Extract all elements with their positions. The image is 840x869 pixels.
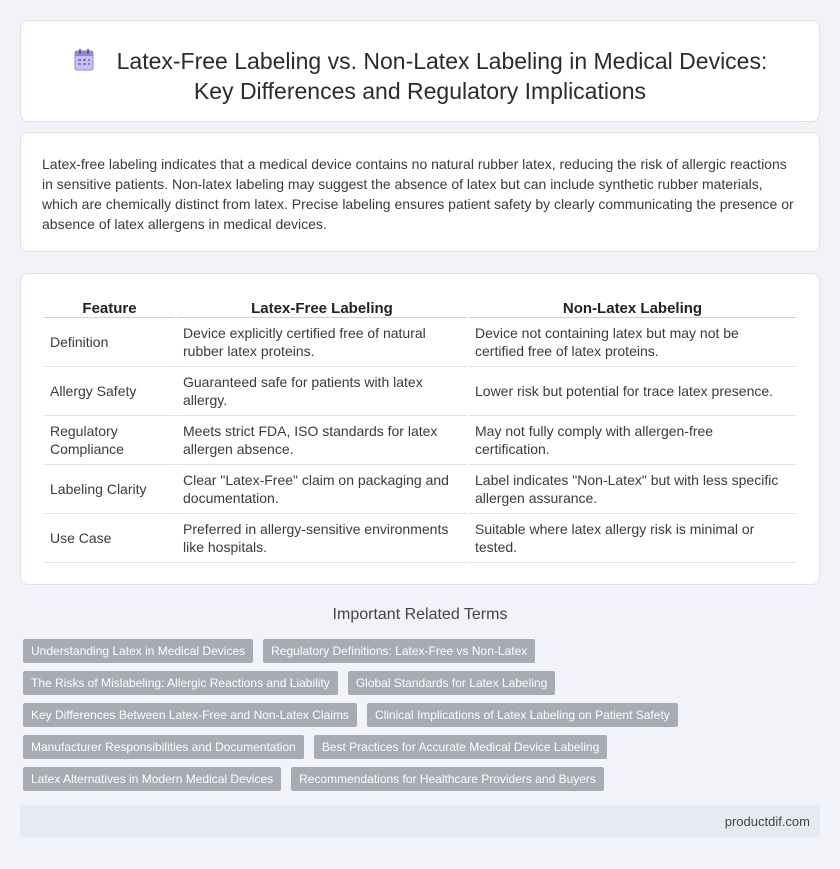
feature-cell: Regulatory Compliance xyxy=(44,416,175,465)
intro-text: Latex-free labeling indicates that a medical device contains no natural rubber latex, reducing the risk of allergic reactions in sensitive patients. Non-latex labeling may suggest the absence of latex but can include synthetic rubber materials, which are chemically distinct from latex. Precise labeling ensures patient safety by clearly communicating the presence or absence of latex allergens in medical devices. xyxy=(42,156,794,232)
table-row xyxy=(44,514,796,563)
related-term-tag[interactable]: Manufacturer Responsibilities and Documentation xyxy=(23,735,304,759)
non-latex-cell: Label indicates "Non-Latex" but with less specific allergen assurance. xyxy=(469,465,796,514)
related-term-tag[interactable]: Regulatory Definitions: Latex-Free vs Non-Latex xyxy=(263,639,535,663)
tag-row xyxy=(23,735,617,759)
tag-row xyxy=(23,767,614,791)
title-line-2: Key Differences and Regulatory Implications xyxy=(193,78,647,104)
table-row xyxy=(44,318,796,367)
related-term-tag[interactable]: Recommendations for Healthcare Providers and Buyers xyxy=(291,767,604,791)
latex-free-cell: Guaranteed safe for patients with latex allergy. xyxy=(177,367,467,416)
non-latex-cell: Device not containing latex but may not be certified free of latex proteins. xyxy=(469,318,796,367)
feature-cell: Allergy Safety xyxy=(44,367,175,416)
comparison-table xyxy=(42,296,798,563)
document-icon xyxy=(73,48,95,72)
footer-site-link[interactable]: productdif.com xyxy=(724,814,810,829)
tag-row xyxy=(23,671,565,695)
latex-free-cell: Clear "Latex-Free" claim on packaging and documentation. xyxy=(177,465,467,514)
non-latex-cell: Lower risk but potential for trace latex presence. xyxy=(469,367,796,416)
header-latex-free: Latex-Free Labeling xyxy=(177,296,467,318)
intro-card xyxy=(20,132,820,252)
related-term-tag[interactable]: Clinical Implications of Latex Labeling on Patient Safety xyxy=(367,703,678,727)
footer xyxy=(20,805,820,838)
non-latex-cell: Suitable where latex allergy risk is minimal or tested. xyxy=(469,514,796,563)
header-non-latex: Non-Latex Labeling xyxy=(469,296,796,318)
title-line-1: Latex-Free Labeling vs. Non-Latex Labeling in Medical Devices: xyxy=(116,48,768,74)
non-latex-cell: May not fully comply with allergen-free certification. xyxy=(469,416,796,465)
table-row xyxy=(44,465,796,514)
table-row xyxy=(44,367,796,416)
tag-row xyxy=(23,703,688,727)
table-row xyxy=(44,416,796,465)
related-term-tag[interactable]: The Risks of Mislabeling: Allergic Reactions and Liability xyxy=(23,671,338,695)
related-term-tag[interactable]: Understanding Latex in Medical Devices xyxy=(23,639,253,663)
tag-row xyxy=(23,639,545,663)
related-term-tag[interactable]: Key Differences Between Latex-Free and Non-Latex Claims xyxy=(23,703,357,727)
page-title xyxy=(21,46,819,106)
related-term-tag[interactable]: Best Practices for Accurate Medical Device Labeling xyxy=(314,735,607,759)
feature-cell: Labeling Clarity xyxy=(44,465,175,514)
comparison-card xyxy=(20,273,820,585)
latex-free-cell: Preferred in allergy-sensitive environments like hospitals. xyxy=(177,514,467,563)
table-header-row xyxy=(44,296,796,318)
related-term-tag[interactable]: Latex Alternatives in Modern Medical Devices xyxy=(23,767,281,791)
latex-free-cell: Device explicitly certified free of natural rubber latex proteins. xyxy=(177,318,467,367)
latex-free-cell: Meets strict FDA, ISO standards for latex allergen absence. xyxy=(177,416,467,465)
related-term-tag[interactable]: Global Standards for Latex Labeling xyxy=(348,671,555,695)
header-feature: Feature xyxy=(44,296,175,318)
feature-cell: Definition xyxy=(44,318,175,367)
header-card xyxy=(20,20,820,122)
related-terms-title: Important Related Terms xyxy=(332,606,508,623)
feature-cell: Use Case xyxy=(44,514,175,563)
